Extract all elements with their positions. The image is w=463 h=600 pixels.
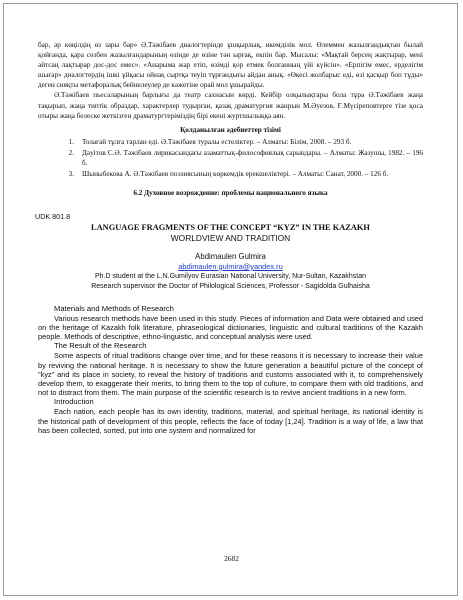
- reference-item: [38, 169, 423, 179]
- page-number: 2682: [224, 554, 239, 563]
- page-content: [35, 40, 423, 435]
- author-name: Abdimaulen Gulmira: [195, 251, 266, 261]
- result-heading: The Result of the Research: [54, 341, 147, 351]
- reference-text: Толағай тұлға тарлан еді. Ә.Тәжібаев туралы естеліктер. – Алматы: Білім, 2008. – 293 б.: [82, 137, 352, 146]
- materials-heading: Materials and Methods of Research: [54, 303, 174, 313]
- reference-text: Шыныбекова А. Ә.Тәжібаев поэзиясының көркемдік ерекшеліктері. – Алматы: Санат, 2000. – 126 б.: [82, 169, 389, 178]
- paragraph-plays: Ә.Тәжібаев пьесаларының барлығы да театр сахнасын көрді. Кейбір олқылықтары бола тұра Ә.Тәжібаев жаңа тақырып, жаңа типтік образдар, характерлер тудырған, қазақ драматургия жанрын М.Әуезов, Ғ.Мүсіреповтерге тізе қоса отыры жаңа белеске жеткізген драматургтеріміздің бірі екені журтшылыққа аян.: [38, 91, 423, 120]
- introduction-text: Each nation, each people has its own identity, traditions, material, and spiritual heritage, its national identity is the historical path of development of this people, reflects the face of today [1,24]. Tradition is a way of life, a law that has been collected, sorted, put into one system and normalized for: [38, 407, 423, 435]
- references-title: Қолданылған әдебиеттер тізімі: [180, 125, 281, 134]
- article-subtitle: WORLDVIEW AND TRADITION: [170, 232, 291, 243]
- section-heading: 6.2 Духовное возрождение: проблемы национального языка: [133, 188, 328, 197]
- author-email-link[interactable]: abdimaulen.gulmira@yandex.ru: [178, 261, 283, 271]
- reference-number: 3.: [68, 169, 74, 178]
- article-title: LANGUAGE FRAGMENTS OF THE CONCEPT “KYZ” IN THE KAZAKH: [91, 222, 370, 232]
- reference-number: 1.: [68, 137, 74, 146]
- reference-item: [38, 148, 423, 168]
- introduction-heading: Introduction: [54, 397, 94, 407]
- reference-text: Дәуітов С.Ә. Тәжібаев лирикасындағы азаматтық-философиялық сарындары. – Алматы: Жазушы, 1982. – 196 б.: [82, 148, 423, 167]
- materials-text: Various research methods have been used in this study. Pieces of information and Data were obtained and used on the heritage of Kazakh folk literature, phraseological dictionaries, linguistic and cultural traditions of the Kazakh people. Methods of descriptive, ethno-linguistic, and conceptual analysis were used.: [38, 313, 423, 342]
- references-list: [38, 137, 423, 179]
- udk-code: UDK 801.8: [35, 211, 71, 221]
- author-affiliation: Ph.D student at the L.N.Gumilyov Eurasian National University, Nur-Sultan, Kazakhstan: [94, 272, 367, 280]
- result-text: Some aspects of ritual traditions change over time, and for these reasons it is necessary to increase their value by reviving the national heritage. It is necessary to show the future generation a beautiful picture of the concept of "kyz" and its place in society, to reveal the history of traditions and customs associated with it, to comprehensively develop them, to exaggerate their merits, to bring them to the top of culture, to compare them with old traditions, and not to distract from them. The main purpose of the scientific research is to revive ancient traditions in a new form.: [38, 351, 423, 398]
- paragraph-dialogue: бар, әр көңілдің өз зары бар» Ә.Тәжібаев диалогтерінде ұшқырлық, икемділік мол. Өлеммен жазылғандықтан былай қойғанда, қара сөзбен жазылғандарының өзінде де өзіне тән ырғақ, екпін бар. Мысалы: «Мақтай берсең жақтырар, мені айтсаң лақтырар дос-дос емес». «Анарыма жар етіп, өзімді қор етмек болғанның үйі күйсін». «Ерпігім емес, ерделігім шығар» диалогтердің ішкі ұйқасы ойнақ сыртқа теуіп тұрғандығы айдан анық. «Өкесі жолбарыс еді, өзі қасқыр боп тұды» деген сияқты метафоралық бейнелеулер де кәжетіне орай мол ұшырайды.: [38, 41, 423, 90]
- research-supervisor: Research supervisor the Doctor of Philological Sciences, Professor - Sagidolda Gulhaisha: [91, 282, 370, 290]
- reference-number: 2.: [68, 148, 74, 157]
- reference-item: [38, 137, 423, 147]
